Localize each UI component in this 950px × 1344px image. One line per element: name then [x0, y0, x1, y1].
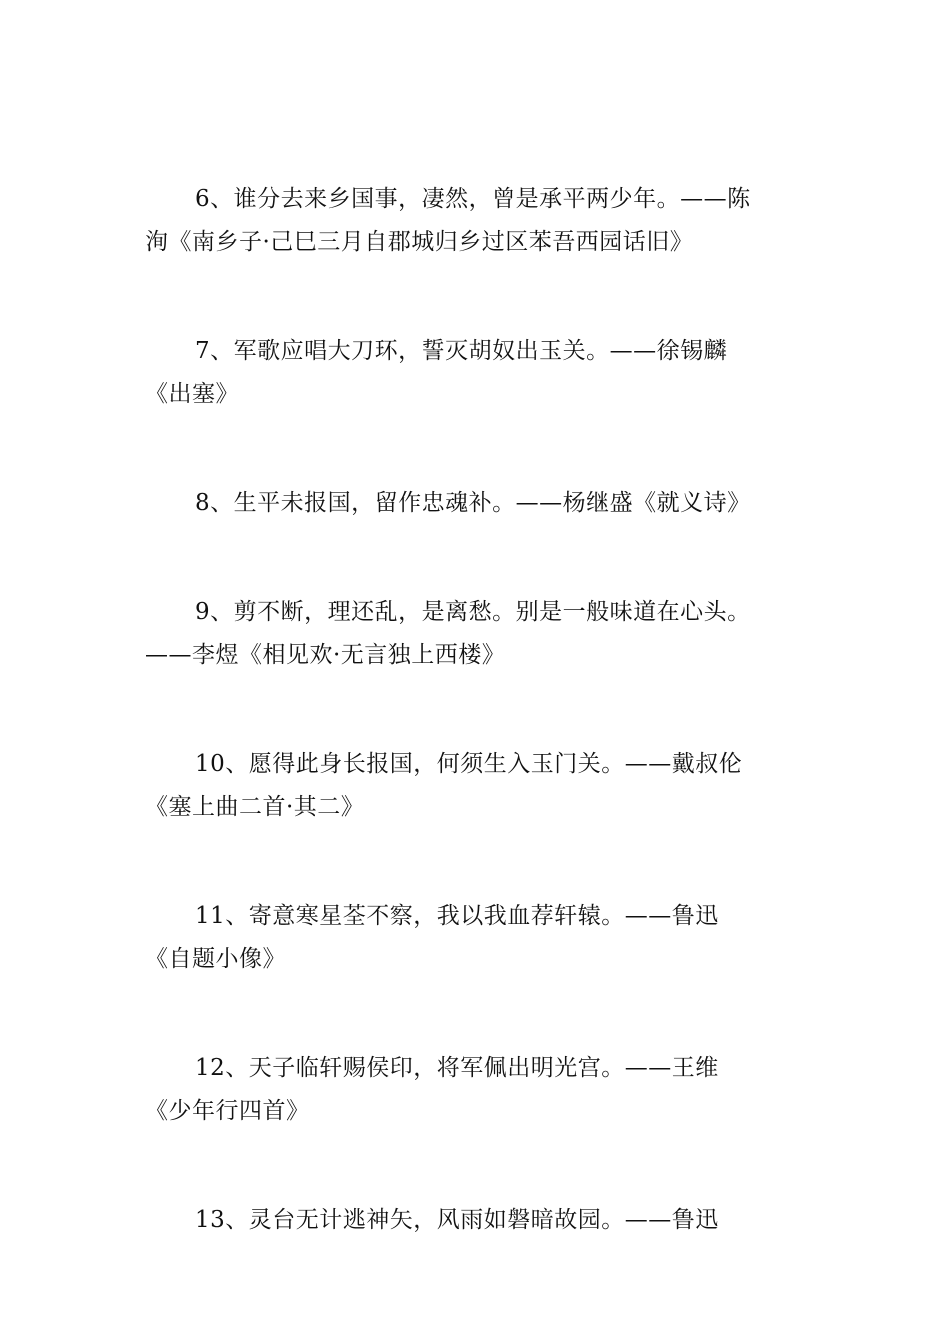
quote-line: ——李煜《相见欢·无言独上西楼》: [145, 642, 506, 668]
quote-item-13: [145, 1199, 807, 1242]
quote-line: 12、天子临轩赐侯印，将军佩出明光宫。——王维: [195, 1055, 719, 1081]
quote-item-12: [145, 1047, 807, 1133]
quote-line: 8、生平未报国，留作忠魂补。——杨继盛《就义诗》: [195, 490, 751, 516]
quote-line: 洵《南乡子·己巳三月自郡城归乡过区苯吾西园话旧》: [145, 229, 694, 255]
quote-line: 9、剪不断，理还乱，是离愁。别是一般味道在心头。: [195, 599, 751, 625]
quote-item-6: [145, 178, 807, 264]
quote-line: 《少年行四首》: [145, 1098, 310, 1124]
quote-line: 10、愿得此身长报国，何须生入玉门关。——戴叔伦: [195, 751, 743, 777]
quote-line: 6、谁分去来乡国事，凄然，曾是承平两少年。——陈: [195, 186, 751, 212]
quote-item-10: [145, 743, 807, 829]
document-body: [145, 178, 807, 1308]
quote-line: 11、寄意寒星荃不察，我以我血荐轩辕。——鲁迅: [195, 903, 719, 929]
quote-line: 《出塞》: [145, 381, 239, 407]
quote-item-7: [145, 330, 807, 416]
quote-item-11: [145, 895, 807, 981]
quote-line: 《塞上曲二首·其二》: [145, 794, 365, 820]
quote-item-8: [145, 482, 807, 525]
quote-line: 13、灵台无计逃神矢，风雨如磐暗故园。——鲁迅: [195, 1207, 719, 1233]
quote-line: 7、军歌应唱大刀环，誓灭胡奴出玉关。——徐锡麟: [195, 338, 728, 364]
quote-line: 《自题小像》: [145, 946, 286, 972]
quote-item-9: [145, 591, 807, 677]
